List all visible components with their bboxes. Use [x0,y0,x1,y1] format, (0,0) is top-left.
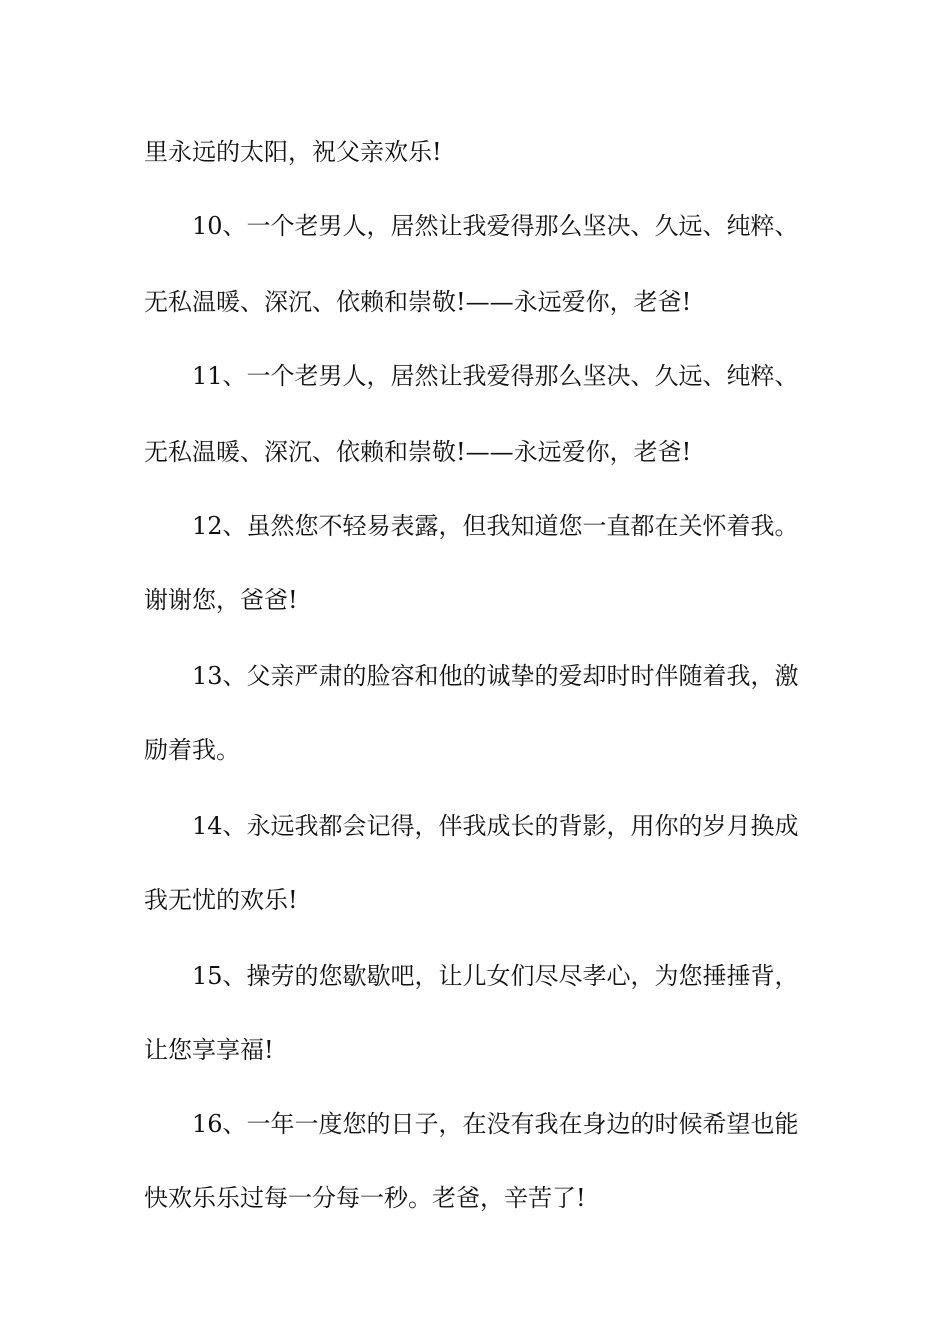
paragraph-line: 无私温暖、深沉、依赖和崇敬!——永远爱你，老爸! [144,288,692,316]
paragraph-line: 快欢乐乐过每一分每一秒。老爸，辛苦了! [144,1184,586,1212]
paragraph-line: 13、父亲严肃的脸容和他的诚挚的爱却时时伴随着我，激 [192,662,799,690]
paragraph-line: 无私温暖、深沉、依赖和崇敬!——永远爱你，老爸! [144,438,692,466]
paragraph-line: 10、一个老男人，居然让我爱得那么坚决、久远、纯粹、 [192,212,799,240]
paragraph-line: 14、永远我都会记得，伴我成长的背影，用你的岁月换成 [192,812,799,840]
paragraph-line: 励着我。 [144,736,240,764]
paragraph-line: 15、操劳的您歇歇吧，让儿女们尽尽孝心，为您捶捶背， [192,962,799,990]
paragraph-line: 12、虽然您不轻易表露，但我知道您一直都在关怀着我。 [192,512,799,540]
paragraph-line: 16、一年一度您的日子，在没有我在身边的时候希望也能 [192,1110,799,1138]
paragraph-line: 11、一个老男人，居然让我爱得那么坚决、久远、纯粹、 [192,362,799,390]
paragraph-line: 让您享享福! [144,1036,274,1064]
paragraph-line: 我无忧的欢乐! [144,886,298,914]
paragraph-line: 里永远的太阳，祝父亲欢乐! [144,138,442,166]
paragraph-line: 谢谢您，爸爸! [144,586,298,614]
